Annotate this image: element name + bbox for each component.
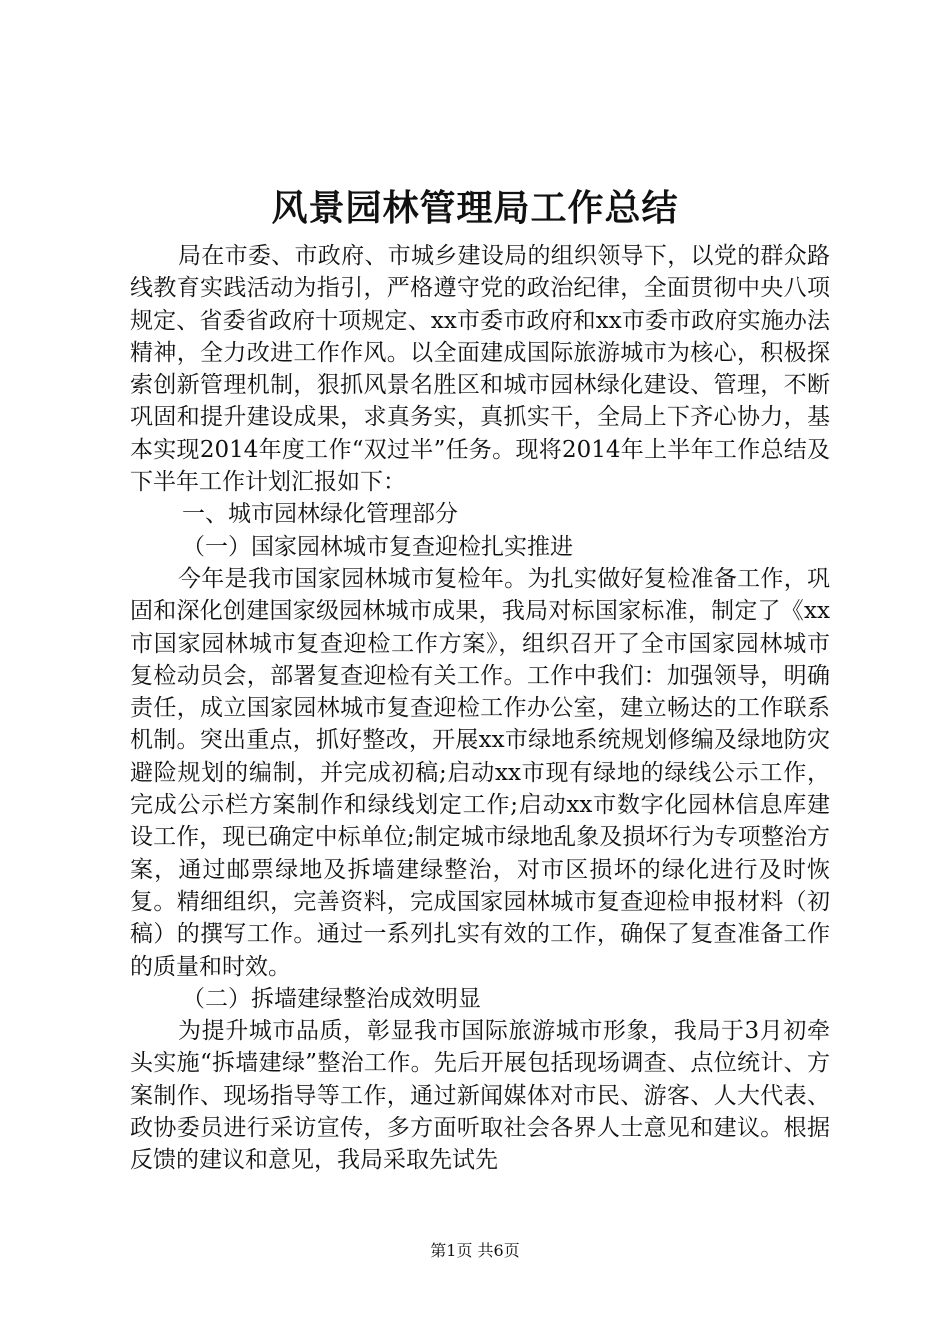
section-heading: 一、城市园林绿化管理部分 (182, 501, 458, 528)
subsection-heading: （一）国家园林城市复查迎检扎实推进 (182, 533, 573, 560)
document-title: 风景园林管理局工作总结 (271, 187, 679, 229)
document-body (130, 240, 830, 1177)
intro-paragraph: 局在市委、市政府、市城乡建设局的组织领导下，以党的群众路线教育实践活动为指引，严格遵守党的政治纪律，全面贯彻中央八项规定、省委省政府十项规定、xx市委市政府和xx市委市政府实施办法精神，全力改进工作作风。以全面建成国际旅游城市为核心，积极探索创新管理机制，狠抓风景名胜区和城市园林绿化建设、管理，不断巩固和提升建设成果，求真务实，真抓实干，全局上下齐心协力，基本实现2014年度工作“双过半”任务。现将2014年上半年工作总结及下半年工作计划汇报如下： (130, 243, 830, 496)
body-paragraph: 今年是我市国家园林城市复检年。为扎实做好复检准备工作，巩固和深化创建国家级园林城市成果，我局对标国家标准，制定了《xx市国家园林城市复查迎检工作方案》，组织召开了全市国家园林城市复检动员会，部署复查迎检有关工作。工作中我们：加强领导，明确责任，成立国家园林城市复查迎检工作办公室，建立畅达的工作联系机制。突出重点，抓好整改，开展xx市绿地系统规划修编及绿地防灾避险规划的编制，并完成初稿;启动xx市现有绿地的绿线公示工作，完成公示栏方案制作和绿线划定工作;启动xx市数字化园林信息库建设工作，现已确定中标单位;制定城市绿地乱象及损坏行为专项整治方案，通过邮票绿地及拆墙建绿整治，对市区损坏的绿化进行及时恢复。精细组织，完善资料，完成国家园林城市复查迎检申报材料（初稿）的撰写工作。通过一系列扎实有效的工作，确保了复查准备工作的质量和时效。 (130, 565, 830, 980)
subsection-heading: （二）拆墙建绿整治成效明显 (182, 985, 481, 1012)
page-number-footer: 第1页 共6页 (430, 1241, 520, 1260)
body-paragraph: 为提升城市品质，彰显我市国际旅游城市形象，我局于3月初牵头实施“拆墙建绿”整治工作。先后开展包括现场调查、点位统计、方案制作、现场指导等工作，通过新闻媒体对市民、游客、人大代表、政协委员进行采访宣传，多方面听取社会各界人士意见和建议。根据反馈的建议和意见，我局采取先试先 (130, 1018, 830, 1174)
